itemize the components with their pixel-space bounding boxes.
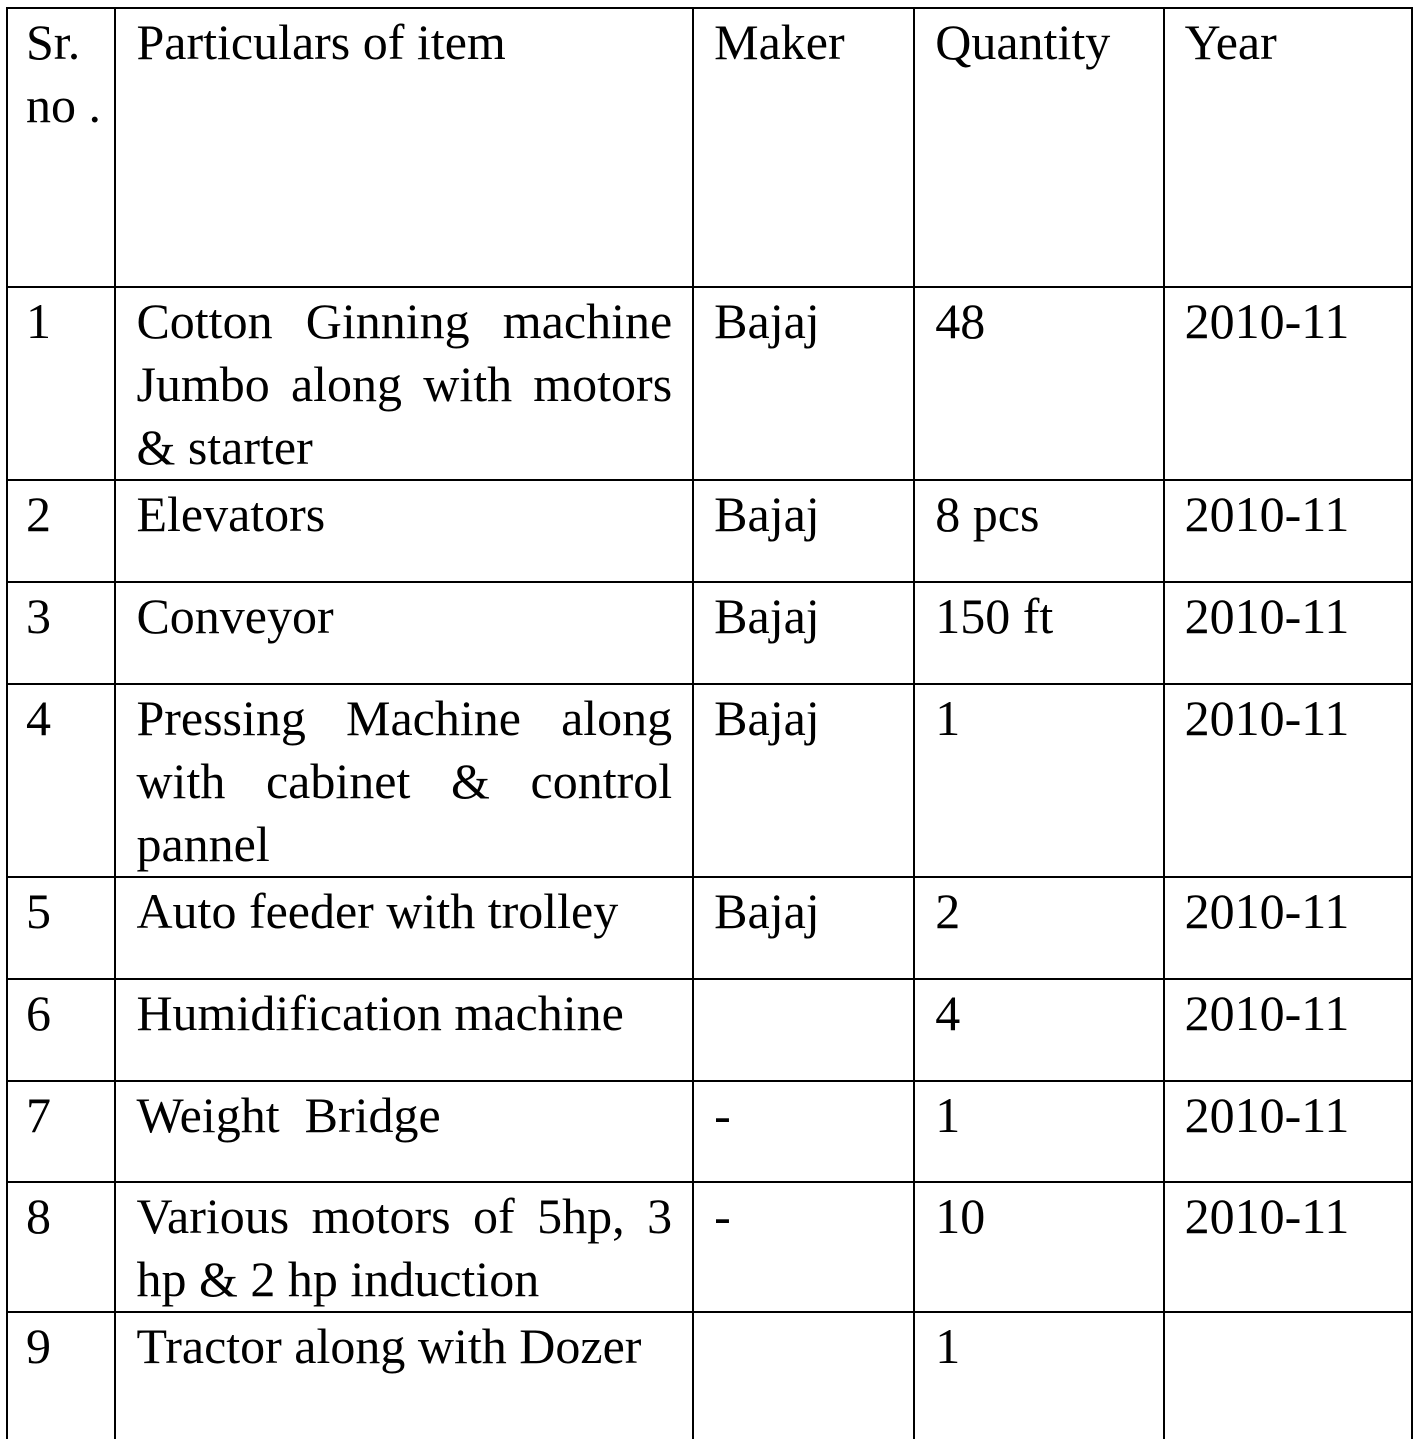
cell-quantity: 1: [914, 684, 1163, 877]
cell-quantity: 2: [914, 877, 1163, 979]
header-sr-no: Sr. no .: [7, 8, 115, 287]
cell-sr-no: 5: [7, 877, 115, 979]
header-maker: Maker: [693, 8, 914, 287]
table-row: [7, 877, 1412, 979]
table-row: [7, 1182, 1412, 1312]
table-row: [7, 1081, 1412, 1182]
cell-maker: -: [693, 1081, 914, 1182]
table-row: [7, 684, 1412, 877]
cell-maker: Bajaj: [693, 684, 914, 877]
cell-particulars: Elevators: [115, 480, 693, 582]
cell-quantity: 10: [914, 1182, 1163, 1312]
table-row: [7, 287, 1412, 480]
cell-particulars: Pressing Machine along with cabinet & control pannel: [115, 684, 693, 877]
equipment-table: [6, 7, 1413, 1439]
cell-maker: Bajaj: [693, 480, 914, 582]
cell-sr-no: 3: [7, 582, 115, 684]
cell-year: 2010-11: [1164, 480, 1412, 582]
table-row: [7, 979, 1412, 1081]
header-year: Year: [1164, 8, 1412, 287]
table-row: [7, 1312, 1412, 1439]
cell-maker: -: [693, 1182, 914, 1312]
cell-year: 2010-11: [1164, 582, 1412, 684]
table-row: [7, 582, 1412, 684]
cell-year: 2010-11: [1164, 287, 1412, 480]
cell-quantity: 1: [914, 1081, 1163, 1182]
cell-quantity: 4: [914, 979, 1163, 1081]
cell-sr-no: 4: [7, 684, 115, 877]
header-quantity: Quantity: [914, 8, 1163, 287]
table-header-row: [7, 8, 1412, 287]
cell-particulars: Cotton Ginning machine Jumbo along with motors & starter: [115, 287, 693, 480]
cell-particulars: Tractor along with Dozer: [115, 1312, 693, 1439]
cell-maker: [693, 1312, 914, 1439]
cell-quantity: 48: [914, 287, 1163, 480]
cell-quantity: 8 pcs: [914, 480, 1163, 582]
table-row: [7, 480, 1412, 582]
cell-particulars: Various motors of 5hp, 3 hp & 2 hp induction: [115, 1182, 693, 1312]
cell-maker: [693, 979, 914, 1081]
cell-year: 2010-11: [1164, 684, 1412, 877]
cell-year: 2010-11: [1164, 1081, 1412, 1182]
cell-maker: Bajaj: [693, 877, 914, 979]
cell-maker: Bajaj: [693, 582, 914, 684]
cell-maker: Bajaj: [693, 287, 914, 480]
cell-particulars: Humidification machine: [115, 979, 693, 1081]
cell-quantity: 150 ft: [914, 582, 1163, 684]
cell-sr-no: 7: [7, 1081, 115, 1182]
cell-quantity: 1: [914, 1312, 1163, 1439]
cell-sr-no: 6: [7, 979, 115, 1081]
cell-sr-no: 1: [7, 287, 115, 480]
cell-sr-no: 8: [7, 1182, 115, 1312]
cell-year: 2010-11: [1164, 979, 1412, 1081]
cell-year: 2010-11: [1164, 1182, 1412, 1312]
cell-particulars: Auto feeder with trolley: [115, 877, 693, 979]
cell-year: [1164, 1312, 1412, 1439]
cell-sr-no: 9: [7, 1312, 115, 1439]
header-particulars: Particulars of item: [115, 8, 693, 287]
cell-particulars: Weight Bridge: [115, 1081, 693, 1182]
cell-sr-no: 2: [7, 480, 115, 582]
cell-year: 2010-11: [1164, 877, 1412, 979]
cell-particulars: Conveyor: [115, 582, 693, 684]
